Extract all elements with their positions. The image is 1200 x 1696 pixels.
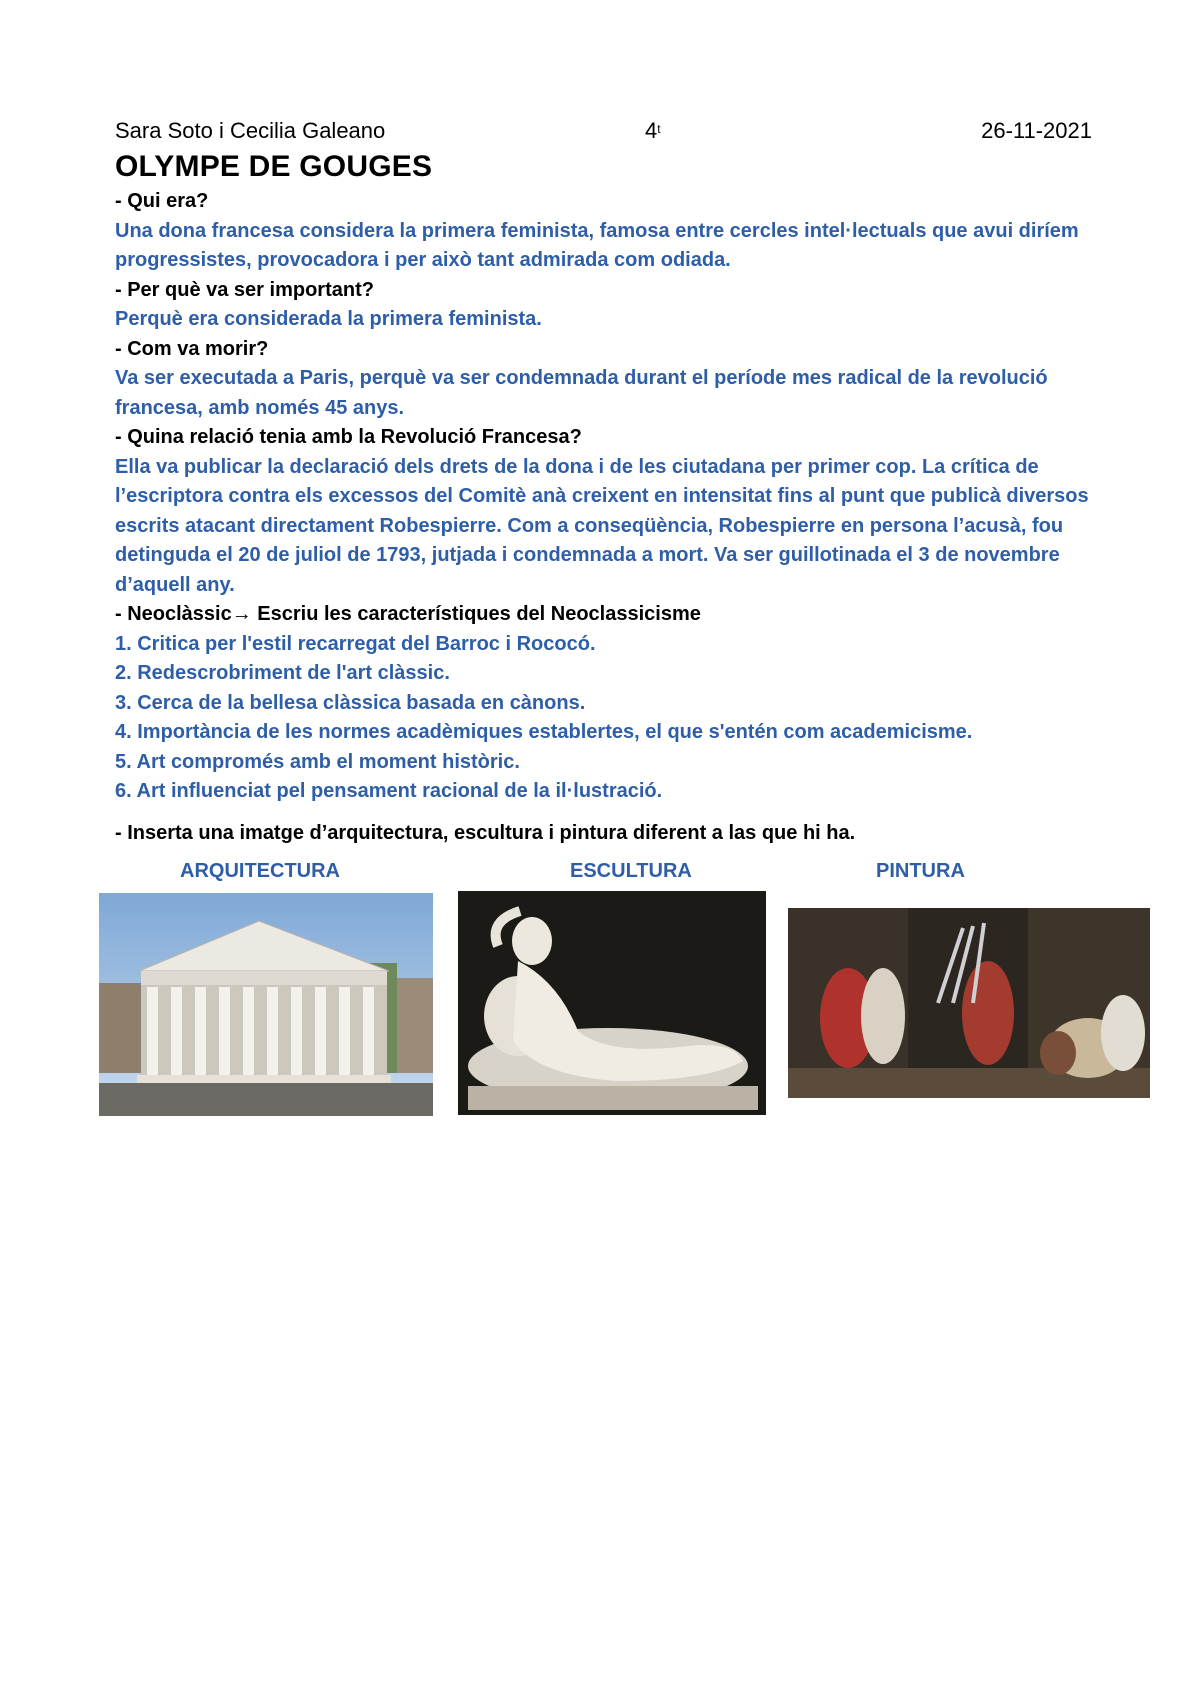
painting-image <box>788 908 1150 1098</box>
answer-importance: Perquè era considerada la primera feminista. <box>115 308 542 330</box>
grade-superscript: t <box>657 122 661 136</box>
authors: Sara Soto i Cecilia Galeano <box>115 118 386 143</box>
answer-revolution: Ella va publicar la declaració dels drets de la dona i de les ciutadana per primer cop. La crítica de l’escriptora contra els excessos del Comitè anà creixent en intensitat fins al punt que publicà diversos escrits atacant directament Robespierre. Com a conseqüència, Robespierre en persona l’acusà, fou detinguda el 20 de juliol de 1793, jutjada i condemnada a mort. Va ser guillotinada el 3 de novembre d’aquell any. <box>115 455 1089 596</box>
label-architecture: ARQUITECTURA <box>180 860 340 882</box>
list-item: 2. Redescrobriment de l'art clàssic. <box>115 662 450 684</box>
answer-death: Va ser executada a Paris, perquè va ser condemnada durant el període mes radical de la revolució francesa, amb només 45 anys. <box>115 367 1048 419</box>
neoclassic-list <box>115 630 1115 807</box>
sculpture-image <box>458 891 766 1115</box>
list-item: 4. Importància de les normes acadèmiques establertes, el que s'entén com academicisme. <box>115 721 973 743</box>
date: 26-11-2021 <box>981 118 1092 143</box>
document-body <box>115 187 1115 848</box>
images-prompt: - Inserta una imatge d’arquitectura, escultura i pintura diferent a las que hi ha. <box>115 821 856 844</box>
label-sculpture: ESCULTURA <box>570 860 692 882</box>
question-revolution: - Quina relació tenia amb la Revolució Francesa? <box>115 426 582 448</box>
list-item: 5. Art compromés amb el moment històric. <box>115 750 520 773</box>
list-item: 1. Critica per l'estil recarregat del Barroc i Rococó. <box>115 632 596 655</box>
question-death: - Com va morir? <box>115 337 269 360</box>
page-title: OLYMPE DE GOUGES <box>115 150 433 183</box>
question-neoclassic: - Neoclàssic→ Escriu les característiques del Neoclassicisme <box>115 603 701 625</box>
list-item: 6. Art influenciat pel pensament racional de la il·lustració. <box>115 780 663 802</box>
answer-who: Una dona francesa considera la primera feminista, famosa entre cercles intel·lectuals que avui diríem progressistes, provocadora i per això tant admirada com odiada. <box>115 219 1079 271</box>
question-who: - Qui era? <box>115 190 209 212</box>
list-item: 3. Cerca de la bellesa clàssica basada en cànons. <box>115 691 586 714</box>
architecture-image <box>99 893 433 1116</box>
label-painting: PINTURA <box>876 860 965 882</box>
question-importance: - Per què va ser important? <box>115 278 374 301</box>
grade-number: 4 <box>645 118 658 143</box>
grade <box>645 118 661 144</box>
